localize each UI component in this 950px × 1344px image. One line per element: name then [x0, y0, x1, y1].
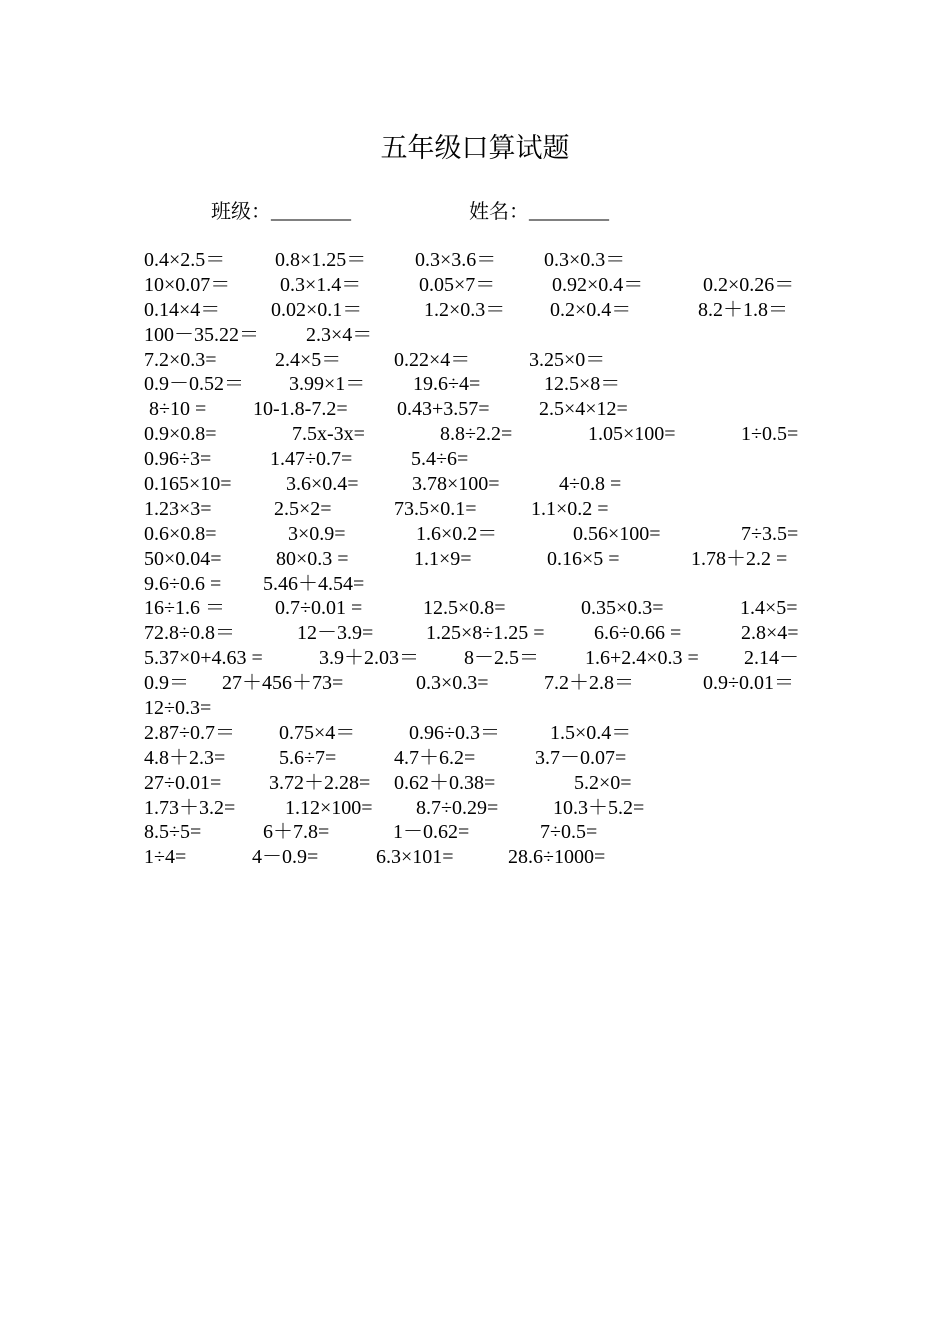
- problem-item: 27＋456＋73=: [222, 672, 344, 695]
- class-blank[interactable]: ________: [271, 201, 351, 223]
- problem-item: 2.87÷0.7＝: [144, 721, 235, 744]
- problem-item: 0.4×2.5＝: [144, 249, 226, 271]
- problem-item: 1.05×100=: [588, 423, 676, 446]
- problem-item: 8－2.5＝: [464, 647, 539, 670]
- problem-row: [144, 796, 809, 821]
- problem-item: 4－0.9=: [252, 846, 319, 869]
- problem-row: [144, 646, 809, 671]
- problem-item: 12.5×0.8=: [423, 597, 506, 620]
- problem-item: 72.8÷0.8＝: [144, 622, 235, 645]
- problem-item: 10.3＋5.2=: [553, 796, 645, 819]
- problem-item: 1.6×0.2＝: [416, 522, 498, 545]
- problem-row: [144, 746, 809, 771]
- problem-item: 0.3×0.3＝: [544, 249, 626, 271]
- problem-item: 1÷4=: [144, 846, 187, 869]
- problem-item: 100－35.22＝: [144, 323, 259, 346]
- problem-row: [144, 820, 809, 845]
- problem-item: 3.99×1＝: [289, 373, 366, 396]
- problem-item: 0.2×0.4＝: [550, 298, 632, 321]
- problem-item: 0.05×7＝: [419, 273, 496, 296]
- problem-item: 0.02×0.1＝: [271, 298, 363, 321]
- name-label: 姓名：: [469, 199, 529, 223]
- problem-item: 4÷0.8 =: [559, 473, 622, 496]
- problem-item: 6.3×101=: [376, 846, 454, 869]
- problem-item: 1.25×8÷1.25 =: [426, 622, 545, 645]
- problem-item: 1.47÷0.7=: [270, 448, 353, 471]
- problem-item: 3.7－0.07=: [535, 746, 627, 769]
- problem-row: [144, 845, 809, 870]
- problem-item: 5.37×0+4.63 =: [144, 647, 263, 670]
- problem-item: 0.165×10=: [144, 473, 232, 496]
- name-field: [469, 197, 609, 226]
- problem-row: [144, 621, 809, 646]
- problem-row: [144, 671, 809, 696]
- problem-item: 1.78＋2.2 =: [691, 547, 788, 570]
- problem-item: 6.6÷0.66 =: [594, 622, 682, 645]
- problem-item: 8÷10 =: [144, 398, 207, 421]
- problem-item: 0.92×0.4＝: [552, 273, 644, 296]
- problem-item: 12－3.9=: [297, 622, 374, 645]
- problem-row: [144, 248, 809, 273]
- problem-item: 1÷0.5=: [741, 423, 799, 446]
- problem-item: 1.2×0.3＝: [424, 298, 506, 321]
- problem-row: [144, 372, 809, 397]
- problem-item: 0.14×4＝: [144, 298, 221, 321]
- problem-item: 5.6÷7=: [279, 746, 337, 769]
- problem-item: 0.9－0.52＝: [144, 373, 244, 396]
- problem-item: 0.3×0.3=: [416, 672, 489, 695]
- problem-item: 1.4×5=: [740, 597, 798, 620]
- problem-item: 27÷0.01=: [144, 771, 222, 794]
- problem-item: 0.22×4＝: [394, 348, 471, 371]
- problem-item: 1.6+2.4×0.3 =: [585, 647, 699, 670]
- problem-item: 0.75×4＝: [279, 721, 356, 744]
- problem-item: 2.3×4＝: [306, 323, 373, 346]
- problem-item: 0.43+3.57=: [397, 398, 490, 421]
- problem-item: 4.7＋6.2=: [394, 746, 476, 769]
- problem-item: 0.96÷3=: [144, 448, 212, 471]
- problem-item: 0.9×0.8=: [144, 423, 217, 446]
- problem-item: 0.3×1.4＝: [280, 273, 362, 296]
- problem-item: 0.6×0.8=: [144, 522, 217, 545]
- problem-item: 50×0.04=: [144, 547, 222, 570]
- problem-item: 1.5×0.4＝: [550, 721, 632, 744]
- problem-row: [144, 547, 809, 572]
- problem-item: 0.9÷0.01＝: [703, 672, 794, 695]
- problem-item: 10×0.07＝: [144, 273, 231, 296]
- problem-item: 1.1×0.2 =: [531, 497, 609, 520]
- problem-item: 1－0.62=: [393, 821, 470, 844]
- problem-row: [144, 472, 809, 497]
- problem-item: 0.56×100=: [573, 522, 661, 545]
- problem-row: [144, 298, 809, 323]
- problem-item: 12.5×8＝: [544, 373, 621, 396]
- problem-item: 5.2×0=: [574, 771, 632, 794]
- problem-row: [144, 323, 809, 348]
- problem-row: [144, 696, 809, 721]
- problem-item: 16÷1.6 ＝: [144, 597, 225, 620]
- problem-item: 0.3×3.6＝: [415, 249, 497, 271]
- problem-item: 0.62＋0.38=: [394, 771, 496, 794]
- problem-item: 7.2＋2.8＝: [544, 672, 634, 695]
- class-field: [211, 197, 351, 226]
- problem-item: 1.12×100=: [285, 796, 373, 819]
- page-title: 五年级口算试题: [380, 133, 570, 164]
- problem-row: [144, 273, 809, 298]
- name-blank[interactable]: ________: [529, 201, 609, 223]
- problem-item: 3.9＋2.03＝: [319, 647, 419, 670]
- problem-item: 3.25×0＝: [529, 348, 606, 371]
- problem-row: [144, 497, 809, 522]
- problem-row: [144, 447, 809, 472]
- problem-item: 2.5×2=: [274, 497, 332, 520]
- problem-item: 7.2×0.3=: [144, 348, 217, 371]
- problem-row: [144, 348, 809, 373]
- problem-item: 3.6×0.4=: [286, 473, 359, 496]
- problem-item: 3×0.9=: [288, 522, 346, 545]
- problem-item: 0.35×0.3=: [581, 597, 664, 620]
- problem-item: 2.4×5＝: [275, 348, 342, 371]
- problem-row: [144, 596, 809, 621]
- problem-row: [144, 721, 809, 746]
- problem-item: 28.6÷1000=: [508, 846, 606, 869]
- problem-list: [144, 248, 809, 870]
- problem-item: 1.1×9=: [414, 547, 472, 570]
- problem-row: [144, 771, 809, 796]
- problem-item: 10-1.8-7.2=: [253, 398, 348, 421]
- problem-item: 0.2×0.26＝: [703, 273, 795, 296]
- problem-item: 5.4÷6=: [411, 448, 469, 471]
- problem-item: 73.5×0.1=: [394, 497, 477, 520]
- problem-item: 7÷3.5=: [741, 522, 799, 545]
- problem-item: 4.8＋2.3=: [144, 746, 226, 769]
- problem-row: [144, 422, 809, 447]
- problem-row: [144, 572, 809, 597]
- problem-item: 0.7÷0.01 =: [275, 597, 363, 620]
- problem-item: 7÷0.5=: [540, 821, 598, 844]
- problem-item: 12÷0.3=: [144, 697, 212, 720]
- problem-item: 5.46＋4.54=: [263, 572, 365, 595]
- problem-item: 0.96÷0.3＝: [409, 721, 500, 744]
- problem-item: 2.14－: [744, 647, 799, 670]
- problem-item: 3.78×100=: [412, 473, 500, 496]
- class-label: 班级：: [211, 199, 271, 223]
- problem-item: 8.7÷0.29=: [416, 796, 499, 819]
- problem-item: 1.73＋3.2=: [144, 796, 236, 819]
- problem-item: 7.5x-3x=: [292, 423, 365, 446]
- problem-item: 80×0.3 =: [276, 547, 349, 570]
- problem-item: 3.72＋2.28=: [269, 771, 371, 794]
- problem-item: 2.5×4×12=: [539, 398, 628, 421]
- problem-item: 19.6÷4=: [413, 373, 481, 396]
- problem-item: 8.2＋1.8＝: [698, 298, 788, 321]
- problem-item: 0.9＝: [144, 672, 189, 695]
- problem-item: 1.23×3=: [144, 497, 212, 520]
- problem-item: 9.6÷0.6 =: [144, 572, 222, 595]
- problem-row: [144, 522, 809, 547]
- problem-item: 8.5÷5=: [144, 821, 202, 844]
- problem-item: 6＋7.8=: [263, 821, 330, 844]
- problem-item: 2.8×4=: [741, 622, 799, 645]
- problem-row: [144, 397, 809, 422]
- problem-item: 0.16×5 =: [547, 547, 620, 570]
- problem-item: 8.8÷2.2=: [440, 423, 513, 446]
- problem-item: 0.8×1.25＝: [275, 249, 367, 271]
